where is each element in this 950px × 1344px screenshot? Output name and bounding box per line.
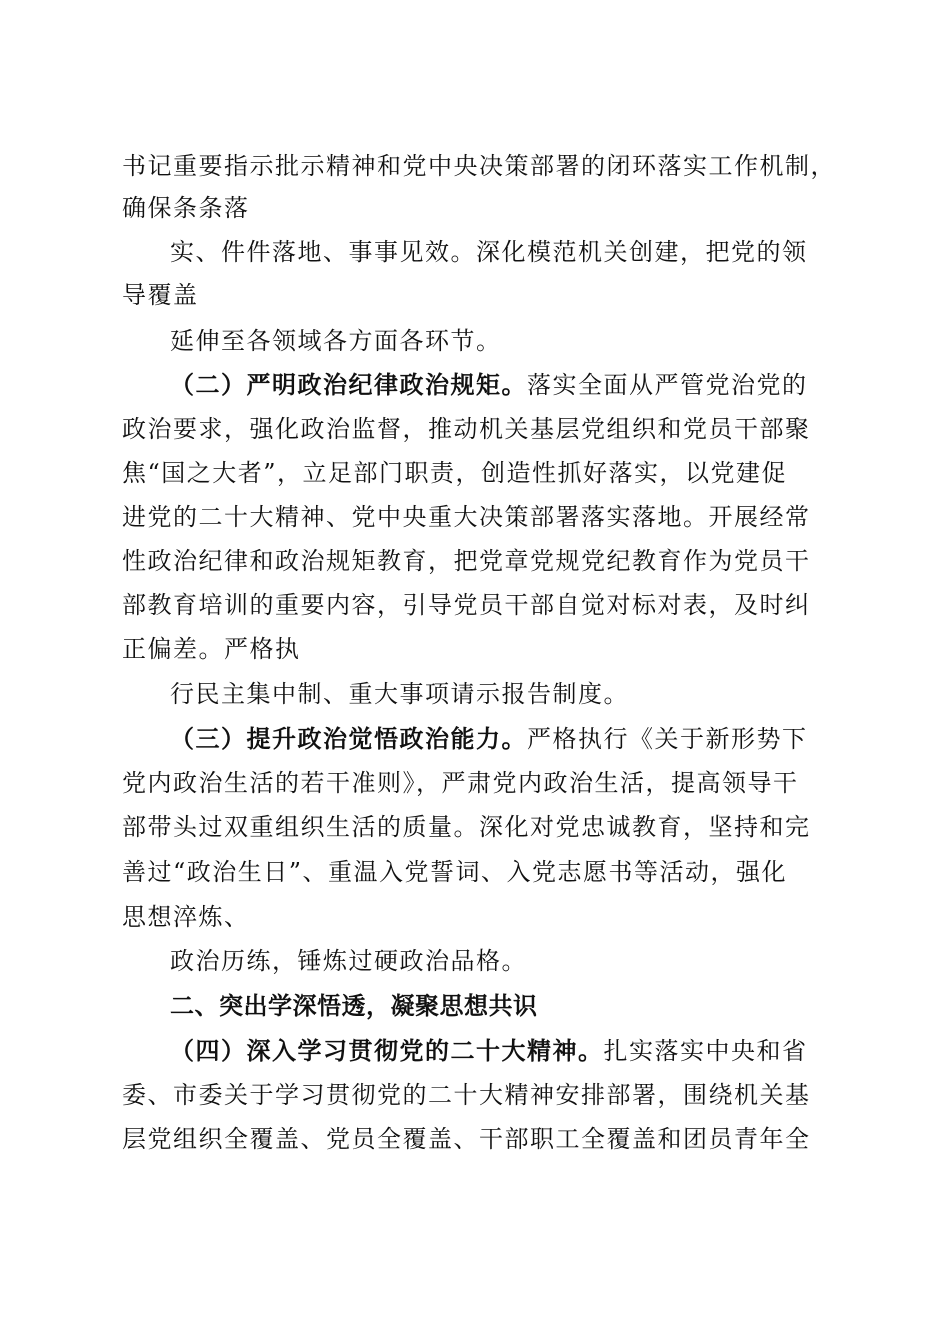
text-line: 部教育培训的重要内容，引导党员干部自觉对标对表，及时纠 (122, 591, 811, 619)
paragraph-first-line (170, 724, 808, 754)
text-line: 性政治纪律和政治规矩教育，把党章党规党纪教育作为党员干 (122, 547, 811, 575)
text-line: 扎实落实中央和省 (603, 1037, 808, 1065)
text-line: 延伸至各领域各方面各环节。 (170, 327, 502, 355)
text-line: 实、件件落地、事事见效。深化模范机关创建，把党的领 (170, 238, 808, 266)
text-line: 进党的二十大精神、党中央重大决策部署落实落地。开展经常 (122, 503, 811, 531)
text-line: 善过“政治生日”、重温入党誓词、入党志愿书等活动，强化 (122, 858, 788, 886)
section-heading: 二、突出学深悟透，凝聚思想共识 (170, 992, 538, 1020)
text-line: 导覆盖 (122, 281, 199, 309)
paragraph-lead: （三）提升政治觉悟政治能力。 (170, 724, 527, 753)
paragraph-lead: （四）深入学习贯彻党的二十大精神。 (170, 1036, 604, 1065)
text-line: 政治历练，锤炼过硬政治品格。 (170, 947, 527, 975)
paragraph-first-line (170, 370, 808, 400)
paragraph-lead: （二）严明政治纪律政治规矩。 (170, 370, 527, 399)
text-line: 书记重要指示批示精神和党中央决策部署的闭环落实工作机制， (122, 152, 836, 180)
text-line: 行民主集中制、重大事项请示报告制度。 (170, 680, 629, 708)
text-line: 落实全面从严管党治党的 (527, 371, 808, 399)
text-line: 部带头过双重组织生活的质量。深化对党忠诚教育，坚持和完 (122, 813, 811, 841)
text-line: 确保条条落 (122, 194, 250, 222)
text-line: 严格执行《关于新形势下 (527, 725, 808, 753)
text-line: 委、市委关于学习贯彻党的二十大精神安排部署，围绕机关基 (122, 1081, 811, 1109)
text-line: 政治要求，强化政治监督，推动机关基层党组织和党员干部聚 (122, 415, 811, 443)
text-line: 焦“国之大者”，立足部门职责，创造性抓好落实，以党建促 (122, 459, 788, 487)
text-line: 思想淬炼、 (122, 903, 250, 931)
text-line: 党内政治生活的若干准则》，严肃党内政治生活，提高领导干 (122, 769, 799, 797)
paragraph-first-line (170, 1036, 808, 1066)
text-line: 正偏差。严格执 (122, 635, 301, 663)
text-line: 层党组织全覆盖、党员全覆盖、干部职工全覆盖和团员青年全 (122, 1125, 811, 1153)
